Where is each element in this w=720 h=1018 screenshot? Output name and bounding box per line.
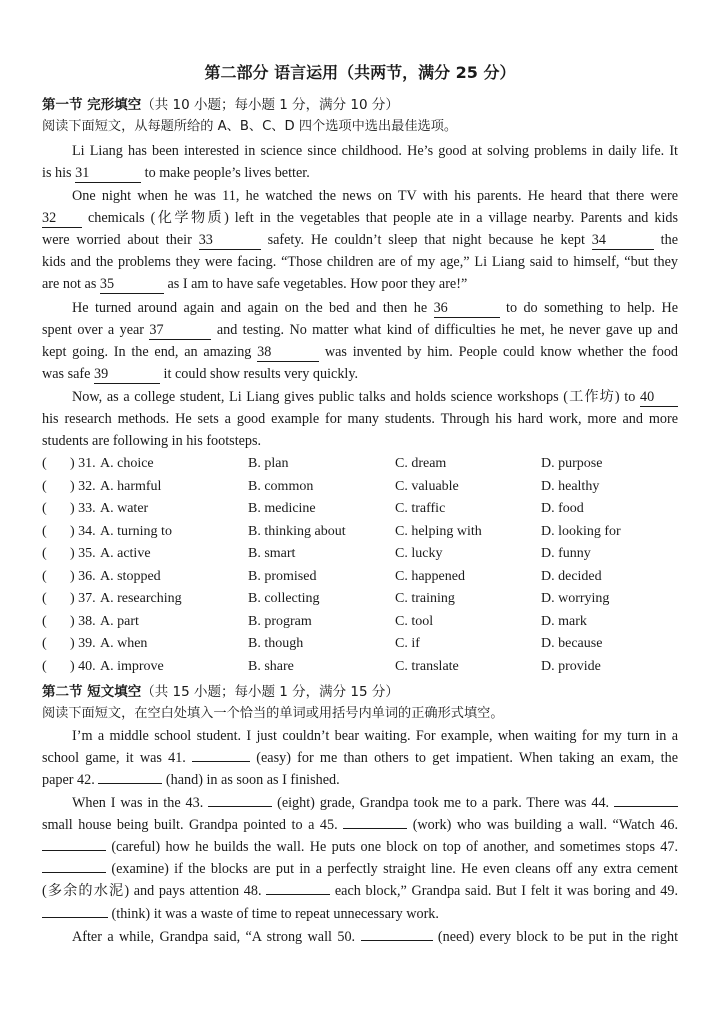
- text: as I am to have safe vegetables. How poor they are!”: [167, 276, 468, 292]
- blank-33[interactable]: 33: [199, 231, 261, 250]
- blank-46[interactable]: [42, 850, 106, 851]
- text: spent over a year: [42, 322, 145, 338]
- blank-31[interactable]: 31: [75, 164, 141, 183]
- question-number: ) 38.: [70, 613, 96, 629]
- blank-36[interactable]: 36: [434, 299, 500, 318]
- passage1-line: kids and the problems they were facing. “Those children are of my age,” Li Liang said to himself, “but they: [42, 254, 678, 270]
- answer-paren[interactable]: (: [42, 591, 47, 606]
- option-row: [42, 611, 682, 633]
- text: is his: [42, 165, 72, 181]
- text: paper 42.: [42, 772, 95, 788]
- answer-paren[interactable]: (: [42, 523, 47, 539]
- option-d[interactable]: D. purpose: [541, 456, 603, 471]
- text: safety. He couldn’t sleep that night because he kept: [267, 232, 585, 248]
- question-number: ) 31.: [70, 456, 96, 471]
- blank-32[interactable]: 32: [42, 209, 82, 228]
- option-d[interactable]: D. mark: [541, 613, 587, 629]
- option-row: [42, 498, 682, 520]
- passage1-line: One night when he was 11, he watched the news on TV with his parents. He heard that there were: [72, 188, 678, 204]
- passage1-line: [42, 273, 678, 295]
- passage2-line: [42, 836, 678, 858]
- text: to make people’s lives better.: [144, 165, 310, 181]
- option-a[interactable]: A. part: [100, 613, 139, 629]
- passage1-line: students are following in his footsteps.: [42, 433, 262, 449]
- passage1-line: Li Liang has been interested in science since childhood. He’s good at solving problems in daily life. It: [72, 143, 678, 159]
- section2-heading-label: 第二节 短文填空: [42, 684, 142, 700]
- passage1-line: [42, 162, 678, 184]
- passage1-line: [42, 229, 678, 251]
- section2-instruction: 阅读下面短文，在空白处填入一个恰当的单词或用括号内单词的正确形式填空。: [42, 706, 504, 721]
- option-a[interactable]: A. choice: [100, 456, 154, 471]
- answer-paren[interactable]: (: [42, 546, 47, 561]
- blank-45[interactable]: [343, 828, 407, 829]
- option-row: [42, 476, 682, 498]
- option-a[interactable]: A. when: [100, 636, 148, 651]
- option-c[interactable]: C. tool: [395, 613, 434, 629]
- text: When I was in the 43.: [72, 795, 204, 811]
- answer-paren[interactable]: (: [42, 568, 47, 584]
- option-c[interactable]: C. if: [395, 636, 420, 651]
- text: He turned around again and again on the bed and then he: [72, 300, 428, 316]
- question-number: ) 33.: [70, 501, 96, 516]
- text: was invented by him. People could know whether the food: [324, 344, 679, 360]
- option-b[interactable]: B. plan: [248, 456, 289, 471]
- passage1-line: [72, 297, 678, 319]
- blank-40[interactable]: 40: [640, 388, 678, 407]
- text: to do something to help. He: [506, 300, 679, 316]
- blank-47[interactable]: [42, 872, 106, 873]
- option-c[interactable]: C. valuable: [395, 478, 459, 494]
- text: and testing. No matter what kind of difficulties he met, he never gave up and: [216, 322, 679, 338]
- passage2-line: [42, 880, 678, 902]
- blank-50[interactable]: [361, 940, 433, 941]
- blank-43[interactable]: [208, 806, 272, 807]
- passage2-line: [42, 769, 678, 791]
- option-row: [42, 521, 682, 543]
- page-title: 第二部分 语言运用（共两节，满分 25 分）: [204, 63, 516, 82]
- text: (hand) in as soon as I finished.: [165, 772, 340, 788]
- text: school game, it was 41.: [42, 750, 186, 766]
- option-d[interactable]: D. looking for: [541, 523, 621, 539]
- text: chemicals (化学物质) left in the vegetables that people ate in a village nearby. Parents and kids: [87, 210, 678, 226]
- passage2-line: [72, 926, 678, 948]
- option-b[interactable]: B. promised: [248, 568, 317, 584]
- answer-paren[interactable]: (: [42, 478, 47, 494]
- section1-heading-note: （共 10 小题；每小题 1 分，满分 10 分）: [141, 97, 399, 113]
- option-a[interactable]: A. turning to: [100, 523, 172, 539]
- answer-paren[interactable]: (: [42, 456, 47, 471]
- question-number: ) 37.: [70, 591, 96, 606]
- answer-paren[interactable]: (: [42, 658, 47, 674]
- option-a[interactable]: A. researching: [100, 591, 182, 606]
- option-d[interactable]: D. healthy: [541, 478, 600, 494]
- option-a[interactable]: A. water: [100, 501, 149, 516]
- section1-heading: [42, 94, 678, 116]
- passage1-line: [42, 319, 678, 341]
- answer-paren[interactable]: (: [42, 613, 47, 629]
- passage2-line: [42, 747, 678, 769]
- passage1-line: his research methods. He sets a good example for many students. Through his hard work, more and more: [42, 411, 678, 427]
- option-c[interactable]: C. dream: [395, 456, 447, 471]
- passage2-line: [72, 792, 678, 814]
- question-number: ) 34.: [70, 523, 96, 539]
- option-b[interactable]: B. program: [248, 613, 312, 629]
- option-d[interactable]: D. worrying: [541, 591, 610, 606]
- option-d[interactable]: D. decided: [541, 568, 602, 584]
- option-c[interactable]: C. translate: [395, 658, 459, 674]
- option-c[interactable]: C. training: [395, 591, 455, 606]
- blank-41[interactable]: [192, 761, 250, 762]
- question-number: ) 39.: [70, 636, 96, 651]
- text: kept going. In the end, an amazing: [42, 344, 252, 360]
- blank-37[interactable]: 37: [149, 321, 211, 340]
- text: (think) it was a waste of time to repeat unnecessary work.: [111, 906, 439, 922]
- option-b[interactable]: B. thinking about: [248, 523, 346, 539]
- option-b[interactable]: B. common: [248, 478, 314, 494]
- option-c[interactable]: C. happened: [395, 568, 465, 584]
- option-b[interactable]: B. collecting: [248, 591, 320, 606]
- question-number: ) 36.: [70, 568, 96, 584]
- option-b[interactable]: B. medicine: [248, 501, 316, 516]
- option-a[interactable]: A. improve: [100, 658, 164, 674]
- text: were worried about their: [42, 232, 192, 248]
- blank-48[interactable]: [266, 894, 330, 895]
- text: each block,” Grandpa said. But I felt it was boring and 49.: [334, 883, 678, 899]
- text: (eight) grade, Grandpa took me to a park. There was 44.: [277, 795, 610, 811]
- passage2-line: I’m a middle school student. I just couldn’t bear waiting. For example, when waiting for my turn in a: [72, 728, 678, 744]
- option-c[interactable]: C. lucky: [395, 546, 443, 561]
- passage1-line: [42, 363, 678, 385]
- text: (easy) for me than others to get impatient. When taking an exam, the: [256, 750, 679, 766]
- passage2-line: [42, 814, 678, 836]
- blank-39[interactable]: 39: [94, 365, 160, 384]
- option-row: [42, 453, 682, 475]
- section2-heading-note: （共 15 小题；每小题 1 分，满分 15 分）: [141, 684, 399, 700]
- option-a[interactable]: A. active: [100, 546, 151, 561]
- option-d[interactable]: D. funny: [541, 546, 591, 561]
- text: (examine) if the blocks are put in a perfectly straight line. He even cleans off any extra cement: [111, 861, 678, 877]
- text: it could show results very quickly.: [163, 366, 359, 382]
- option-c[interactable]: C. helping with: [395, 523, 482, 539]
- option-row: [42, 543, 682, 565]
- question-number: ) 32.: [70, 478, 96, 494]
- passage1-line: [72, 386, 678, 408]
- option-row: [42, 633, 682, 655]
- option-d[interactable]: D. food: [541, 501, 584, 516]
- section1-heading-label: 第一节 完形填空: [42, 97, 142, 113]
- answer-paren[interactable]: (: [42, 501, 47, 516]
- blank-34[interactable]: 34: [592, 231, 654, 250]
- option-row: [42, 566, 682, 588]
- option-d[interactable]: D. provide: [541, 658, 601, 674]
- text: (多余的水泥) and pays attention 48.: [42, 883, 262, 899]
- text: (work) who was building a wall. “Watch 46.: [412, 817, 678, 833]
- section1-instruction: 阅读下面短文，从每题所给的 A、B、C、D 四个选项中选出最佳选项。: [42, 119, 458, 134]
- option-row: [42, 588, 682, 610]
- blank-38[interactable]: 38: [257, 343, 319, 362]
- answer-paren[interactable]: (: [42, 636, 47, 651]
- question-number: ) 35.: [70, 546, 96, 561]
- passage2-line: [42, 903, 678, 925]
- text: (careful) how he builds the wall. He puts one block on top of another, and sometimes stops 47.: [111, 839, 679, 855]
- text: was safe: [42, 366, 91, 382]
- text: are not as: [42, 276, 97, 292]
- blank-49[interactable]: [42, 917, 108, 918]
- option-b[interactable]: B. though: [248, 636, 304, 651]
- text: Now, as a college student, Li Liang gives public talks and holds science workshops (工作坊) to: [72, 389, 636, 405]
- passage2-line: [42, 858, 678, 880]
- option-d[interactable]: D. because: [541, 636, 603, 651]
- text: (need) every block to be put in the right: [437, 929, 679, 945]
- option-b[interactable]: B. smart: [248, 546, 296, 561]
- passage1-line: [42, 341, 678, 363]
- option-b[interactable]: B. share: [248, 658, 294, 674]
- passage1-line: [42, 207, 678, 229]
- option-a[interactable]: A. stopped: [100, 568, 161, 584]
- text: After a while, Grandpa said, “A strong wall 50.: [72, 929, 356, 945]
- blank-42[interactable]: [98, 783, 162, 784]
- question-number: ) 40.: [70, 658, 96, 674]
- option-a[interactable]: A. harmful: [100, 478, 162, 494]
- text: small house being built. Grandpa pointed to a 45.: [42, 817, 338, 833]
- blank-44[interactable]: [614, 806, 678, 807]
- section2-heading: [42, 681, 678, 703]
- option-c[interactable]: C. traffic: [395, 501, 446, 516]
- option-row: [42, 656, 682, 678]
- blank-35[interactable]: 35: [100, 275, 164, 294]
- text: the: [660, 232, 679, 248]
